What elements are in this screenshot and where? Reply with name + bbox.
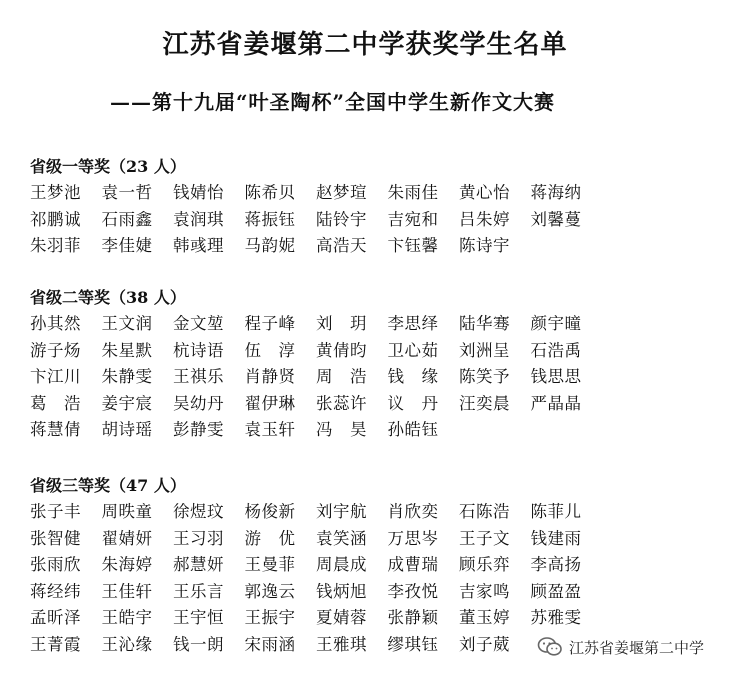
student-name: 高浩天: [316, 236, 367, 255]
student-name: 刘馨蔓: [530, 209, 582, 229]
name-row: [30, 364, 602, 391]
student-name: 张雨欣: [30, 555, 81, 574]
student-name: 李佳婕: [101, 236, 153, 255]
student-name: 顾盈盈: [530, 581, 582, 601]
name-row: [30, 632, 602, 659]
student-name: 孟昕泽: [30, 608, 81, 627]
student-name: 郭逸云: [244, 581, 296, 601]
student-name: 王菁霞: [30, 634, 81, 654]
student-name: 冯 昊: [316, 420, 367, 439]
name-row: [30, 391, 602, 418]
student-name: 吉家鸣: [459, 581, 510, 601]
student-name: 陈希贝: [244, 183, 296, 202]
section-heading: 省级一等奖（23 人）: [30, 157, 186, 176]
section-third-prize: [30, 475, 602, 658]
student-name: 蒋慧倩: [30, 420, 81, 439]
student-name: 朱海婷: [101, 555, 153, 574]
student-name: 黄倩昀: [316, 340, 367, 360]
student-name: 石雨鑫: [101, 209, 153, 229]
student-name: 李高扬: [530, 555, 582, 574]
name-row: [30, 499, 602, 526]
student-name: 孙其然: [30, 314, 81, 333]
student-name: 张静颖: [387, 608, 439, 627]
student-name: 袁笑涵: [316, 528, 367, 548]
student-name: 陈笑予: [459, 367, 510, 386]
student-name: 吉宛和: [387, 209, 439, 229]
student-name: 刘 玥: [316, 314, 367, 333]
student-name: 姜宇宸: [101, 393, 153, 413]
student-name: 钱 缘: [387, 367, 439, 386]
page-subtitle: ——第十九届“叶圣陶杯”全国中学生新作文大赛: [110, 90, 556, 114]
student-name: 王雅琪: [316, 634, 367, 654]
student-name: 卞钰馨: [387, 236, 439, 255]
student-name: 朱静雯: [101, 367, 153, 386]
student-name: 李思绎: [387, 314, 439, 333]
student-name: 钱一朗: [173, 634, 224, 654]
student-name: 颜宇曈: [530, 314, 582, 333]
section-heading: 省级三等奖（47 人）: [30, 476, 186, 495]
student-name: 游子炀: [30, 340, 81, 360]
student-name: 伍 淳: [244, 340, 296, 360]
student-name: 葛 浩: [30, 393, 81, 413]
student-name: 游 优: [244, 528, 296, 548]
name-row: [30, 605, 602, 632]
name-list: [30, 499, 602, 658]
student-name: 袁一哲: [101, 183, 153, 202]
student-name: 议 丹: [387, 393, 439, 413]
student-name: 黄心怡: [459, 183, 510, 202]
name-list: [30, 311, 602, 444]
student-name: 肖欣奕: [387, 502, 439, 521]
page-title: 江苏省姜堰第二中学获奖学生名单: [162, 30, 568, 60]
student-name: 钱思思: [530, 367, 582, 386]
student-name: 缪琪钰: [387, 634, 439, 654]
student-name: 彭静雯: [173, 420, 224, 439]
name-row: [30, 552, 602, 579]
student-name: 朱羽菲: [30, 236, 81, 255]
student-name: 赵梦瑄: [316, 183, 367, 202]
name-row: [30, 579, 602, 606]
student-name: 王子文: [459, 528, 510, 548]
student-name: 蒋振钰: [244, 209, 296, 229]
student-name: 陆铃宇: [316, 209, 367, 229]
name-row: [30, 207, 602, 234]
name-row: [30, 311, 602, 338]
student-name: 朱雨佳: [387, 183, 439, 202]
student-name: 周 浩: [316, 367, 367, 386]
student-name: 陆华骞: [459, 314, 510, 333]
student-name: 张蕊许: [316, 393, 367, 413]
student-name: 翟伊琳: [244, 393, 296, 413]
student-name: 吴幼丹: [173, 393, 224, 413]
student-name: 杨俊新: [244, 502, 296, 521]
section-heading: 省级二等奖（38 人）: [30, 288, 186, 307]
watermark: [533, 634, 708, 660]
student-name: 王曼菲: [244, 555, 296, 574]
student-name: 翟婧妍: [101, 528, 153, 548]
student-name: 宋雨涵: [244, 634, 296, 654]
student-name: 马韵妮: [244, 236, 296, 255]
student-name: 王祺乐: [173, 367, 224, 386]
student-name: 周晨成: [316, 555, 367, 574]
student-name: 李孜悦: [387, 581, 439, 601]
section-first-prize: [30, 156, 602, 260]
student-name: 陈诗宇: [459, 236, 510, 255]
student-name: 万思岑: [387, 528, 439, 548]
student-name: 胡诗瑶: [101, 420, 153, 439]
student-name: 刘子葳: [459, 634, 510, 654]
student-name: 石陈浩: [459, 502, 510, 521]
student-name: 张智健: [30, 528, 81, 548]
student-name: 钱建雨: [530, 528, 582, 548]
student-name: 蒋经纬: [30, 581, 81, 601]
student-name: 刘宇航: [316, 502, 367, 521]
name-row: [30, 417, 602, 444]
student-name: 肖静贤: [244, 367, 296, 386]
student-name: 徐煜玟: [173, 502, 224, 521]
student-name: 严晶晶: [530, 393, 582, 413]
student-name: 孙皓钰: [387, 420, 439, 439]
student-name: 蒋海纳: [530, 183, 582, 202]
student-name: 王沁缘: [101, 634, 153, 654]
student-name: 张子丰: [30, 502, 81, 521]
name-list: [30, 180, 602, 260]
student-name: 王乐言: [173, 581, 224, 601]
student-name: 祁鹏诚: [30, 209, 81, 229]
student-name: 王文润: [101, 314, 153, 333]
wechat-icon: [537, 636, 563, 658]
section-second-prize: [30, 287, 602, 444]
student-name: 杭诗语: [173, 340, 224, 360]
name-row: [30, 180, 602, 207]
student-name: 袁润琪: [173, 209, 224, 229]
student-name: 朱星默: [101, 340, 153, 360]
student-name: 金文堃: [173, 314, 224, 333]
watermark-text: 江苏省姜堰第二中学: [568, 638, 704, 657]
student-name: 王振宇: [244, 608, 296, 627]
student-name: 汪奕晨: [459, 393, 510, 413]
student-name: 韩彧理: [173, 236, 224, 255]
student-name: 刘洲呈: [459, 340, 510, 360]
student-name: 夏婧蓉: [316, 608, 367, 627]
student-name: 郝慧妍: [173, 555, 224, 574]
student-name: 袁玉轩: [244, 420, 296, 439]
student-name: 卞江川: [30, 367, 81, 386]
student-name: 钱炳旭: [316, 581, 367, 601]
student-name: 苏雅雯: [530, 608, 582, 627]
student-name: 王梦池: [30, 183, 81, 202]
student-name: 卫心茹: [387, 340, 439, 360]
name-row: [30, 338, 602, 365]
student-name: 王习羽: [173, 528, 224, 548]
name-row: [30, 233, 602, 260]
student-name: 程子峰: [244, 314, 296, 333]
name-row: [30, 526, 602, 553]
student-name: 顾乐弈: [459, 555, 510, 574]
student-name: 吕朱婷: [459, 209, 510, 229]
student-name: 陈菲儿: [530, 502, 582, 521]
student-name: 王宇恒: [173, 608, 224, 627]
student-name: 石浩禹: [530, 340, 582, 360]
student-name: 周昳童: [101, 502, 153, 521]
student-name: 钱婧怡: [173, 183, 224, 202]
student-name: 王佳轩: [101, 581, 153, 601]
student-name: 董玉婷: [459, 608, 510, 627]
student-name: 成曹瑞: [387, 555, 439, 574]
student-name: 王皓宇: [101, 608, 153, 627]
